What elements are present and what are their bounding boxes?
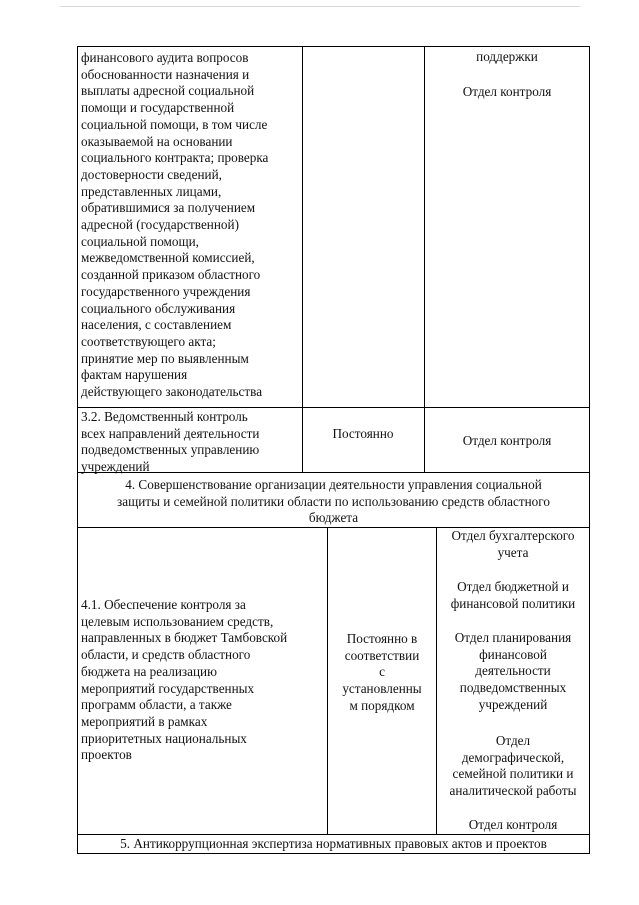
cell-responsible-dept: Отдел демографической, семейной политики и аналитической работы [449,733,577,799]
column-divider [302,46,303,408]
column-divider [424,46,425,408]
cell-responsible: Отдел контроля [462,433,552,448]
cell-responsible-dept: Отдел планирования финансовой деятельности подведомственных учреждений [454,630,572,712]
column-divider [424,407,425,473]
column-divider [302,407,303,473]
cell-description: финансового аудита вопросов обоснованности назначения и выплаты адресной социальной помощи и государственной социальной помощи, в том числе оказываемой на основании социального контракта; проверка достоверности сведений, представленных лицами, обратившимися за получением адресной (государственной) социальной помощи, межведомственной комиссией, созданной приказом областного государственного учреждения социального обслуживания населения, с составлением соответствующего акта; принятие мер по выявленным фактам нарушения действующего законодательства [81,50,269,400]
column-divider [327,527,328,835]
cell-description: 3.2. Ведомственный контроль всех направлений деятельности подведомственных управлению учреждений [81,409,260,475]
scan-artifact [60,6,580,7]
cell-responsible-continued: поддержки [476,49,538,64]
cell-responsible: Отдел контроля [462,84,552,99]
cell-description: 4.1. Обеспечение контроля за целевым использованием средств, направленных в бюджет Тамбовской области, и средств областного бюджета на реализацию мероприятий государственных программ области, а также мероприятий в рамках приоритетных национальных проектов [81,597,288,763]
cell-responsible-dept: Отдел контроля [468,817,558,832]
section-5-heading: 5. Антикоррупционная экспертиза нормативных правовых актов и проектов [120,836,547,851]
cell-deadline: Постоянно [332,426,394,441]
cell-deadline: Постоянно в соответствии с установленны м порядком [342,631,422,713]
column-divider [436,527,437,835]
section-4-heading: 4. Совершенствование организации деятельности управления социальной защиты и семейной политики области по использованию средств областного бюджета [117,477,550,526]
cell-responsible-dept: Отдел бюджетной и финансовой политики [450,579,576,611]
cell-responsible-dept: Отдел бухгалтерского учета [451,528,575,560]
